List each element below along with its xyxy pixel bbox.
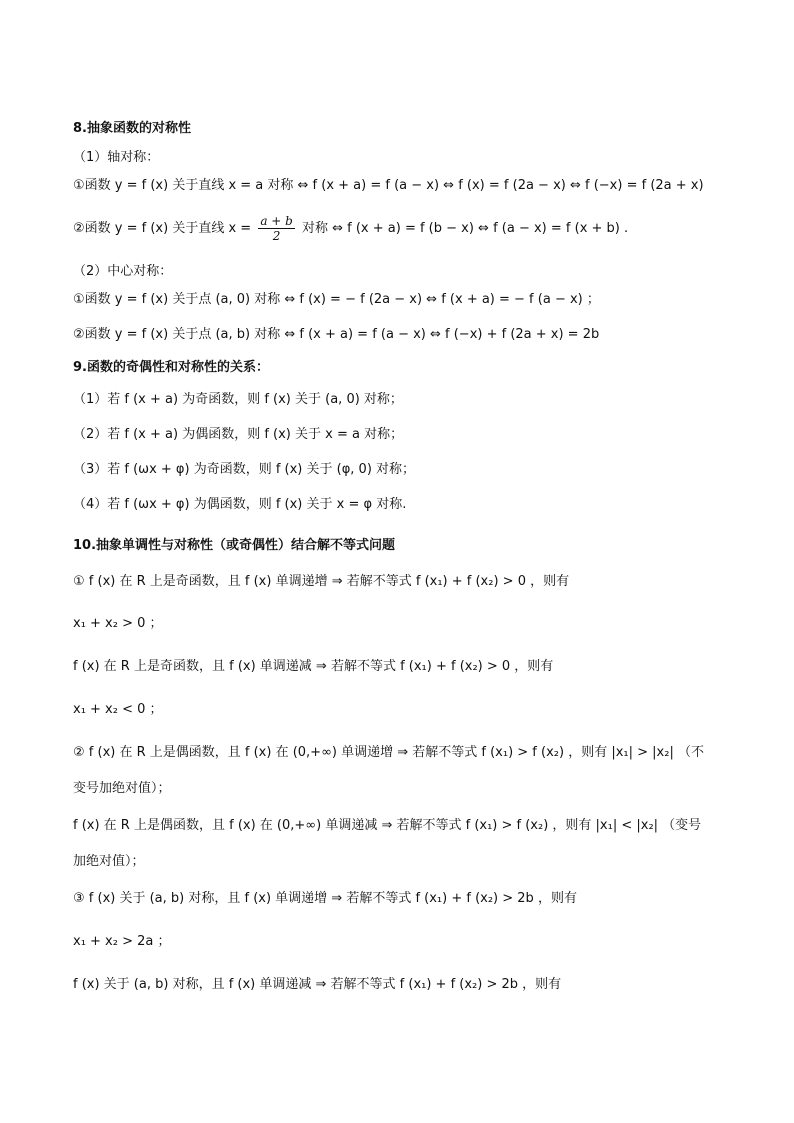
inequality-item-3a-result: x₁ + x₂ > 2a ； [73, 934, 171, 949]
inequality-item-1b-result: x₁ + x₂ < 0 ； [73, 702, 163, 717]
axis-symmetry-title: （1）轴对称： [73, 150, 160, 165]
inequality-item-1b: f (x) 在 R 上是奇函数，且 f (x) 单调递减 ⇒ 若解不等式 f (x₁) + f (x₂) > 0 ，则有 [73, 659, 554, 674]
inequality-item-2a-cont: 变号加绝对值）； [73, 781, 171, 796]
inequality-item-1a: ① f (x) 在 R 上是奇函数，且 f (x) 单调递增 ⇒ 若解不等式 f (x₁) + f (x₂) > 0 ，则有 [73, 574, 570, 589]
axis-item-2-prefix: ②函数 y = f (x) 关于直线 x = [73, 221, 252, 236]
parity-item-1: （1）若 f (x + a) 为奇函数，则 f (x) 关于 (a, 0) 对称； [73, 392, 403, 407]
fraction-numerator: a + b [260, 214, 293, 228]
axis-symmetry-item-2 [73, 214, 628, 244]
inequality-item-2b-cont: 加绝对值）； [73, 854, 145, 869]
parity-item-4: （4）若 f (ωx + φ) 为偶函数，则 f (x) 关于 x = φ 对称. [73, 497, 407, 512]
fraction-denominator: 2 [272, 229, 281, 243]
section-9-title: 9.函数的奇偶性和对称性的关系： [73, 360, 269, 375]
inequality-item-3b: f (x) 关于 (a, b) 对称，且 f (x) 单调递减 ⇒ 若解不等式 f (x₁) + f (x₂) > 2b ，则有 [73, 977, 562, 992]
inequality-item-3a: ③ f (x) 关于 (a, b) 对称，且 f (x) 单调递增 ⇒ 若解不等式 f (x₁) + f (x₂) > 2b ，则有 [73, 891, 577, 906]
axis-symmetry-item-1: ①函数 y = f (x) 关于直线 x = a 对称 ⇔ f (x + a) = f (a − x) ⇔ f (x) = f (2a − x) ⇔ f (−x) = f (2a + x) [73, 178, 704, 193]
section-10-title: 10.抽象单调性与对称性（或奇偶性）结合解不等式问题 [73, 538, 396, 553]
center-symmetry-item-1: ①函数 y = f (x) 关于点 (a, 0) 对称 ⇔ f (x) = − f (2a − x) ⇔ f (x + a) = − f (a − x) ； [73, 292, 600, 307]
inequality-item-2b: f (x) 在 R 上是偶函数，且 f (x) 在 (0,+∞) 单调递减 ⇒ 若解不等式 f (x₁) > f (x₂) ，则有 |x₁| < |x₂| （变号 [73, 818, 702, 833]
axis-item-2-suffix: 对称 ⇔ f (x + a) = f (b − x) ⇔ f (a − x) = f (x + b) . [301, 221, 629, 236]
center-symmetry-item-2: ②函数 y = f (x) 关于点 (a, b) 对称 ⇔ f (x + a) = f (a − x) ⇔ f (−x) + f (2a + x) = 2b [73, 327, 600, 342]
center-symmetry-title: （2）中心对称： [73, 264, 173, 279]
section-8-title: 8.抽象函数的对称性 [73, 121, 191, 136]
parity-item-2: （2）若 f (x + a) 为偶函数，则 f (x) 关于 x = a 对称； [73, 427, 404, 442]
fraction-a-plus-b-over-2 [258, 214, 295, 243]
parity-item-3: （3）若 f (ωx + φ) 为奇函数，则 f (x) 关于 (φ, 0) 对称； [73, 462, 416, 477]
inequality-item-1a-result: x₁ + x₂ > 0 ； [73, 616, 163, 631]
inequality-item-2a: ② f (x) 在 R 上是偶函数，且 f (x) 在 (0,+∞) 单调递增 ⇒ 若解不等式 f (x₁) > f (x₂) ，则有 |x₁| > |x₂| （不 [73, 745, 704, 760]
